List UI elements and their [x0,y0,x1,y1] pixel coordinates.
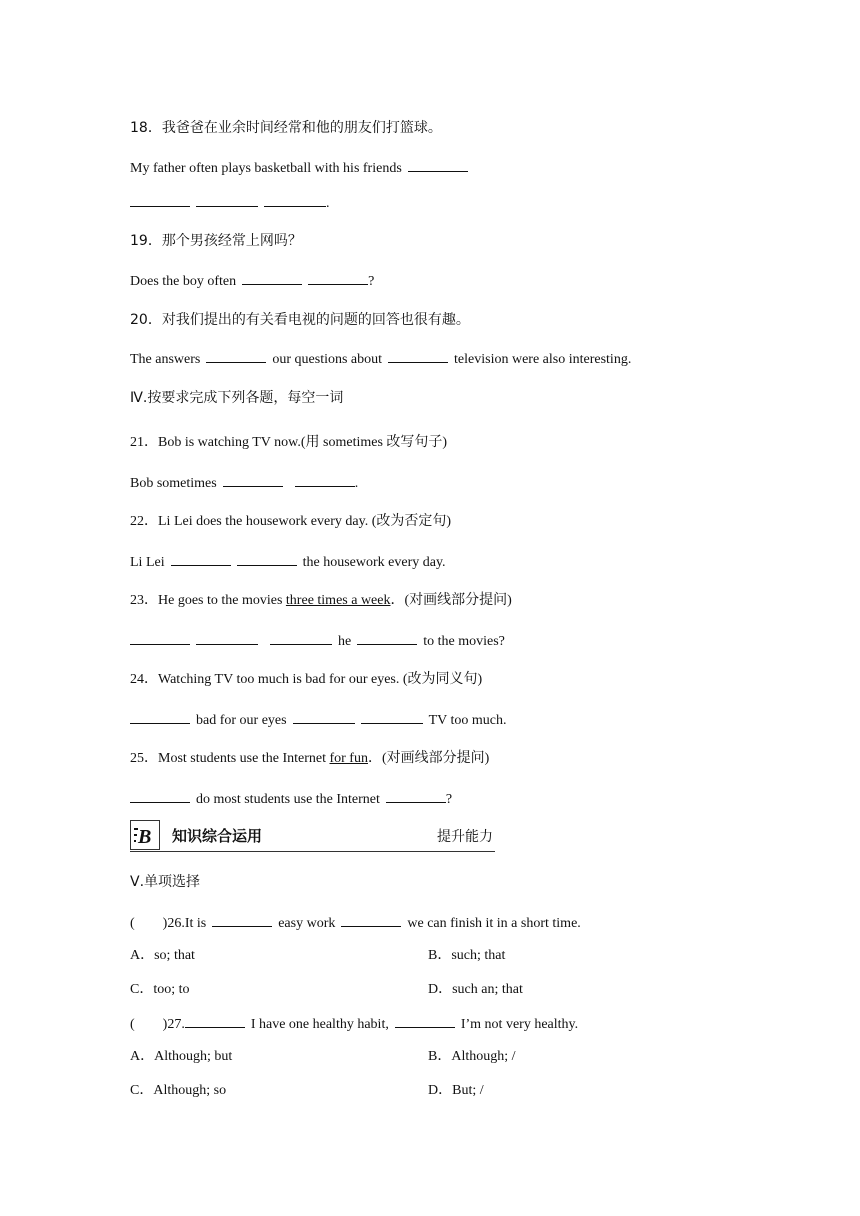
answer-blank[interactable] [388,348,448,363]
q25-text: 25．Most students use the Internet [130,751,330,766]
question-24-sentence [130,709,506,731]
q23-text: he [338,634,352,649]
answer-blank[interactable] [212,912,272,927]
q22-text: the housework every day. [302,555,446,570]
answer-blank[interactable] [196,630,258,645]
option-b[interactable]: B．Although; / [428,1049,516,1064]
answer-blank[interactable] [395,1013,455,1028]
q21-text: Bob sometimes [130,476,217,491]
q27-text: ( )27. [130,1017,185,1032]
answer-blank[interactable] [130,192,190,207]
question-24-prompt: 24．Watching TV too much is bad for our eyes. (改为同义句) [130,672,483,687]
question-18-prompt: 18．我爸爸在业余时间经常和他的朋友们打篮球。 [130,120,442,136]
q18-text: My father often plays basketball with his friends [130,161,402,176]
option-d[interactable]: D．such an; that [428,982,523,997]
question-20-prompt: 20．对我们提出的有关看电视的问题的回答也很有趣。 [130,312,470,328]
question-21-sentence [130,472,358,494]
answer-blank[interactable] [293,709,355,724]
answer-blank[interactable] [196,192,258,207]
section-4-heading: Ⅳ.按要求完成下列各题，每空一词 [130,390,344,406]
answer-blank[interactable] [295,472,355,487]
q26-text: we can finish it in a short time. [407,916,581,931]
answer-blank[interactable] [185,1013,245,1028]
answer-blank[interactable] [130,630,190,645]
answer-blank[interactable] [130,788,190,803]
question-22-sentence [130,551,446,573]
answer-blank[interactable] [264,192,326,207]
answer-blank[interactable] [130,709,190,724]
q23-text: 23．He goes to the movies [130,593,286,608]
q22-text: Li Lei [130,555,165,570]
q20-text: television were also interesting. [454,352,632,367]
answer-blank[interactable] [242,270,302,285]
answer-blank[interactable] [206,348,266,363]
banner-b-icon [130,820,160,850]
answer-blank[interactable] [357,630,417,645]
svg-text:B: B [138,826,152,846]
question-18-sentence [130,157,468,179]
option-d[interactable]: D．But; / [428,1083,484,1098]
question-23-prompt [130,591,512,611]
answer-blank[interactable] [223,472,283,487]
answer-blank[interactable] [270,630,332,645]
question-19-sentence [130,270,374,292]
question-23-sentence [130,630,505,652]
q26-text: easy work [278,916,336,931]
question-22-prompt: 22．Li Lei does the housework every day. (改为否定句) [130,514,452,529]
answer-blank[interactable] [308,270,368,285]
option-a[interactable]: A．Although; but [130,1049,233,1064]
q24-text: bad for our eyes [196,713,287,728]
q24-text: TV too much. [428,713,507,728]
q25-text: do most students use the Internet [196,792,380,807]
q25-text: ．(对画线部分提问) [367,751,490,766]
question-27-stem [130,1013,578,1035]
underlined-phrase: three times a week [285,593,391,608]
section-5-heading: Ⅴ.单项选择 [130,874,201,890]
q27-text: I have one healthy habit, [250,1017,389,1032]
q19-end: ? [368,274,375,289]
q25-end: ? [445,792,453,807]
q27-text: I’m not very healthy. [460,1017,579,1032]
q18-end: . [326,196,330,211]
question-25-sentence [130,788,452,810]
b-logo-icon [133,824,157,846]
underlined-phrase: for fun [329,751,368,766]
option-a[interactable]: A．so; that [130,948,195,963]
question-18-blanks [130,192,330,214]
q23-text: ．(对画线部分提问) [390,593,512,608]
option-c[interactable]: C．Although; so [130,1083,227,1098]
q26-text: ( )26.It is [130,916,207,931]
answer-blank[interactable] [361,709,423,724]
answer-blank[interactable] [237,551,297,566]
q20-text: our questions about [272,352,383,367]
answer-blank[interactable] [408,157,468,172]
answer-blank[interactable] [341,912,401,927]
section-banner [130,820,495,852]
q19-text: Does the boy often [130,274,237,289]
answer-blank[interactable] [386,788,446,803]
banner-title: 知识综合运用 [172,827,263,845]
option-b[interactable]: B．such; that [428,948,506,963]
q20-text: The answers [130,352,201,367]
q21-end: . [354,476,359,491]
q23-text: to the movies? [423,634,505,649]
question-20-sentence [130,348,631,370]
question-21-prompt: 21．Bob is watching TV now.(用 sometimes 改写句子) [130,435,448,450]
question-25-prompt [130,749,489,769]
answer-blank[interactable] [171,551,231,566]
question-26-stem [130,912,581,934]
banner-subtitle: 提升能力 [437,829,493,845]
question-19-prompt: 19．那个男孩经常上网吗？ [130,233,302,249]
option-c[interactable]: C．too; to [130,982,190,997]
